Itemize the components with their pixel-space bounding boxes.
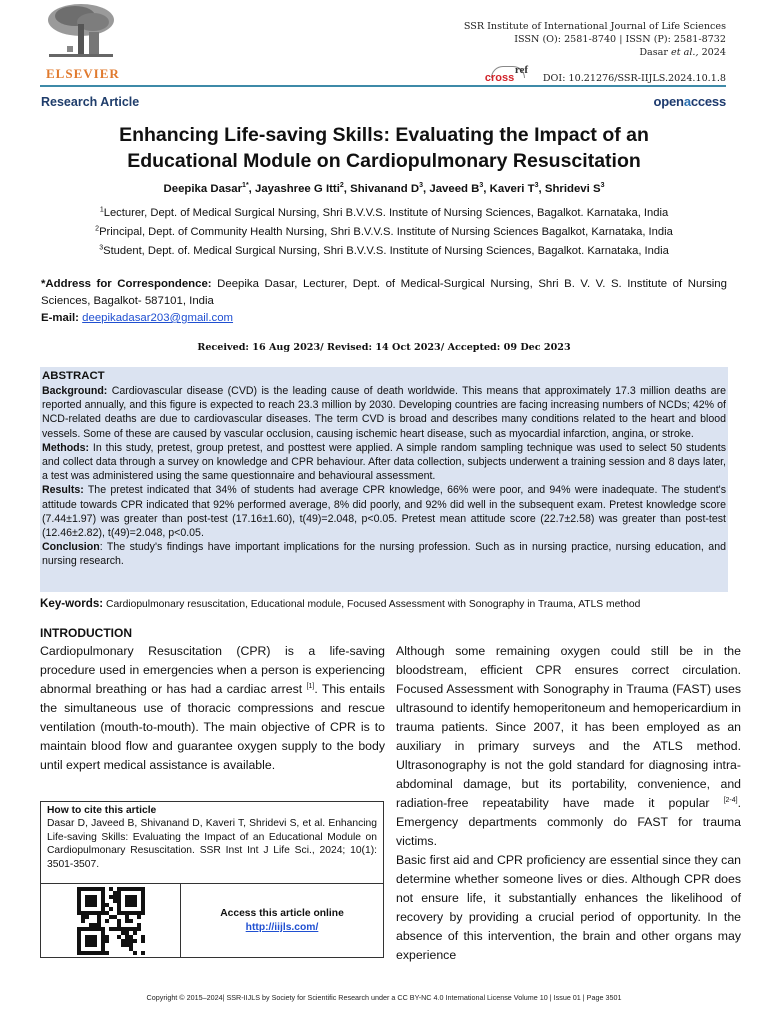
open-access-icon: a <box>683 94 691 109</box>
elsevier-wordmark: ELSEVIER <box>46 66 120 81</box>
intro-left-column <box>40 625 385 775</box>
short-citation: Dasar et al., 2024 <box>639 47 726 58</box>
access-label: Access this article online <box>220 908 344 919</box>
abstract-box <box>40 367 728 592</box>
keywords: Key-words: Cardiopulmonary resuscitation, Educational module, Focused Assessment with Sonography in Trauma, ATLS method <box>40 597 641 610</box>
abstract-conclusion: Conclusion: The study's findings have important implications for the nursing profession. Such as in nursing practice, nursing education, and nursing research. <box>42 541 726 568</box>
author: Javeed B <box>429 183 480 195</box>
author: Kaveri T <box>489 183 535 195</box>
correspondence-label: *Address for Correspondence: <box>41 278 212 290</box>
journal-name: SSR Institute of International Journal of Life Sciences <box>463 21 726 32</box>
tree-emblem-icon <box>45 2 117 62</box>
elsevier-logo <box>40 0 120 80</box>
intro-paragraph: Basic first aid and CPR proficiency are essential since they can determine whether someone lives or dies. Although CPR does not ensure life, it substantially enhances the likelihood of recovery by providing a crucial period of opportunity. In the absence of this intervention, the brain and other organs may experience <box>396 853 741 962</box>
citation-ref: [1] <box>306 682 315 690</box>
article-online-link[interactable]: http://iijls.com/ <box>245 922 319 933</box>
correspondence: *Address for Correspondence: Deepika Dasar, Lecturer, Dept. of Medical-Surgical Nursing, Shri B. V. V. S. Institute of Nursing Sciences, Bagalkot- 587101, India E-mail: deepikadasar203@gmail.com <box>41 278 727 324</box>
author: Deepika Dasar <box>163 183 243 195</box>
affiliations <box>40 204 728 261</box>
publication-dates: Received: 16 Aug 2023/ Revised: 14 Oct 2023/ Accepted: 09 Dec 2023 <box>197 342 571 353</box>
intro-paragraph: Although some remaining oxygen could still be in the bloodstream, efficient CPR ensures correct circulation. Focused Assessment with Sonography in Trauma (FAST) uses ultrasound to identify hemoperitoneum and hemopericardium in trauma patients. Since 2007, it has been employed as an auxiliary in primary surveys and the ATLS method. Ultrasonography is not the gold standard for diagnosing intra-abdominal damage, but its portability, convenience, and radiation-free repeatability have made it popular [2-4]. Emergency departments commonly do FAST for trauma victims. <box>396 644 741 848</box>
qr-code-icon[interactable] <box>77 887 145 955</box>
header-divider-left <box>40 85 380 87</box>
journal-info <box>464 20 726 59</box>
header-divider-right <box>380 85 726 87</box>
page-footer: Copyright © 2015–2024| SSR-IIJLS by Society for Scientific Research under a CC BY-NC 4.0 International License Volume 10 | Issue 01 | Page 3501 <box>146 993 622 1002</box>
abstract-background: Background: Cardiovascular disease (CVD) is the leading cause of death worldwide. This means that approximately 17.3 million deaths are reported annually, and this figure is expected to reach 23.3 million by 2030. Developing countries are facing increasing numbers of NCDs; 42% of NCD-related deaths are due to cardiovascular diseases. The term CVD is broad and describes many conditions related to the heart and blood vessels. Some of these are caused by vascular occlusion, causing ischemic heart disease, such as myocardial infarction, angina, or stroke. <box>42 385 726 440</box>
author: Shridevi S <box>544 183 601 195</box>
author-list: Deepika Dasar$^{1*}$, Jayashree G Itti$^2$, Shivanand $D^3$, Javeed $B^3$, Kaveri $T^3$, Shridevi $S^3$ <box>163 182 605 195</box>
abstract-results: Results: The pretest indicated that 34% of students had average CPR knowledge, 66% were poor, and 94% were inadequate. The student's attitude towards CPR indicated that 92% performed average, 8% did poorly, and 92% did well in the subsequent exam. Pretest knowledge score (7.44±1.97) was greater than post-test (17.16±1.60), t(49)=2.048, p<0.05. Pretest mean attitude score (22.7±2.58) was greater than post-test (12.46±2.82), t(49)=2.048, p<0.05. <box>42 484 726 540</box>
intro-right-column <box>396 642 741 965</box>
doi[interactable]: DOI: 10.21276/SSR-IIJLS.2024.10.1.8 <box>542 73 726 84</box>
issn: ISSN (O): 2581-8740 | ISSN (P): 2581-8732 <box>514 34 726 45</box>
intro-paragraph: Cardiopulmonary Resuscitation (CPR) is a life-saving procedure used in emergencies when a person is experiencing abnormal breathing or has had a cardiac arrest [1]. This entails the simultaneous use of thoracic compressions and rescue ventilation (mouth-to-mouth). The main objective of CPR is to maintain blood flow and guarantee oxygen supply to the body until expert medical assistance is available. <box>40 644 385 772</box>
section-heading-introduction: INTRODUCTION <box>40 626 132 640</box>
citation-ref: [2-4] <box>723 796 738 804</box>
abstract-methods: Methods: In this study, pretest, group pretest, and posttest were applied. A simple random sampling technique was used to select 50 students and collect data through a survey on knowledge and CPR behaviour. After data collection, subjects underwent a training session and 8 days later, a test was administered using the same questionnaire and behavioural assessment. <box>42 441 726 483</box>
page-title: Enhancing Life-saving Skills: Evaluating the Impact of an Educational Module on Cardiopulmonary Resuscitation <box>119 124 649 172</box>
abstract-heading: ABSTRACT <box>42 370 105 382</box>
open-access-logo: openaccess <box>653 94 726 109</box>
cite-heading: How to cite this article <box>47 805 157 816</box>
email-label: E-mail: <box>41 312 79 324</box>
cite-text: Dasar D, Javeed B, Shivanand D, Kaveri T, Shridevi S, et al. Enhancing Life-saving Skills: Evaluating the Impact of an Educational Module on Cardiopulmonary Resuscitation. SSR Inst Int J Life Sci., 2024; 10(1): 3501-3507. <box>47 818 377 870</box>
article-type: Research Article <box>41 95 140 109</box>
author: Shivanand D <box>350 183 420 195</box>
author: Jayashree G Itti <box>255 183 340 195</box>
doi-row <box>484 64 726 84</box>
crossref-logo-icon: cross ref <box>484 64 529 84</box>
affiliation: $^1$Lecturer, Dept. of Medical Surgical Nursing, Shri B.V.V.S. Institute of Nursing Sciences, Bagalkot. Karnataka, India <box>99 206 669 219</box>
email-link[interactable]: deepikadasar203@gmail.com <box>82 312 234 324</box>
affiliation: $^2$Principal, Dept. of Community Health Nursing, Shri B.V.V.S. Institute of Nursing Sciences Bagalkot, Karnataka, India <box>95 225 673 238</box>
affiliation: $^3$Student, Dept. of. Medical Surgical Nursing, Shri B.V.V.S. Institute of Nursing Sciences, Bagalkot. Karnataka, India <box>99 244 669 257</box>
how-to-cite-box <box>40 801 384 958</box>
